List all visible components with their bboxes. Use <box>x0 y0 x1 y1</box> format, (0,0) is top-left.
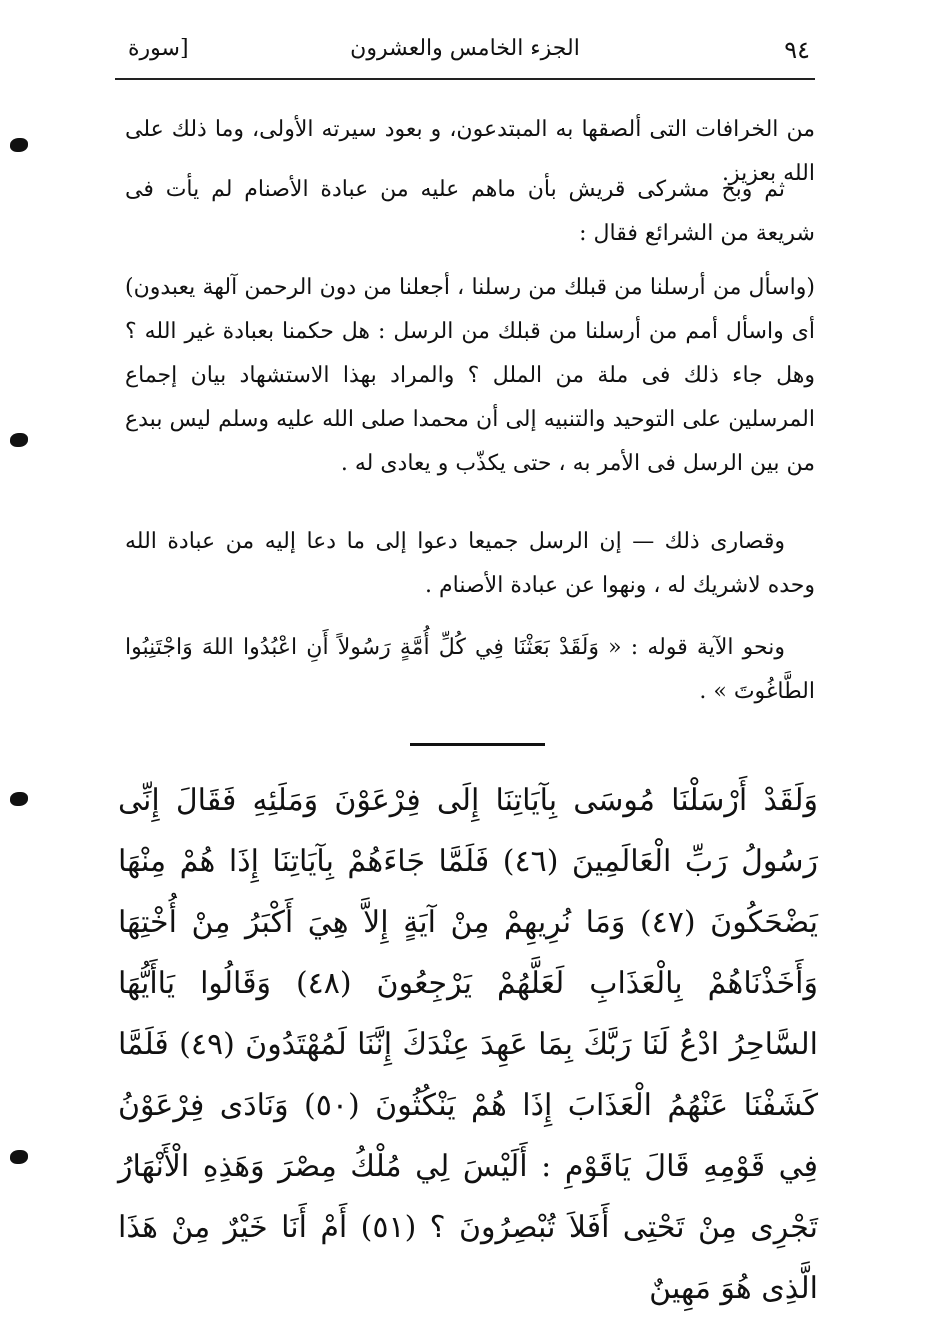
margin-mark <box>10 792 28 806</box>
surah-label: [سورة <box>128 36 189 61</box>
margin-mark <box>10 433 28 447</box>
commentary-paragraph-4: وقصارى ذلك — إن الرسل جميعا دعوا إلى ما دعا إليه من عبادة الله وحده لاشريك له ، ونهوا عن عبادة الأصنام . <box>125 529 815 598</box>
header-rule <box>115 78 815 80</box>
margin-mark <box>10 1150 28 1164</box>
margin-mark <box>10 138 28 152</box>
commentary-paragraph-1: من الخرافات التى ألصقها به المبتدعون، و بعود سيرته الأولى، وما ذلك على الله بعزيز. <box>125 117 815 186</box>
commentary-paragraph-5: ونحو الآية قوله : « وَلَقَدْ بَعَثْنَا فِي كُلِّ أُمَّةٍ رَسُولاً أَنِ اعْبُدُوا اللهَ وَاجْتَنِبُوا الطَّاغُوتَ » . <box>125 635 815 704</box>
running-title: الجزء الخامس والعشرون <box>350 36 580 61</box>
page-number: ٩٤ <box>784 36 810 64</box>
page-header <box>120 34 810 74</box>
quran-verses: وَلَقَدْ أَرْسَلْنَا مُوسَى بِآيَاتِنَا إِلَى فِرْعَوْنَ وَمَلَئِهِ فَقَالَ إِنِّى رَسُولُ رَبِّ الْعَالَمِينَ (٤٦) فَلَمَّا جَاءَهُمْ بِآيَاتِنَا إِذَا هُمْ مِنْهَا يَضْحَكُونَ (٤٧) وَمَا نُرِيهِمْ مِنْ آيَةٍ إِلاَّ هِيَ أَكْبَرُ مِنْ أُخْتِهَا وَأَخَذْنَاهُمْ بِالْعَذَابِ لَعَلَّهُمْ يَرْجِعُونَ (٤٨) وَقَالُوا يَاأَيُّهَا السَّاحِرُ ادْعُ لَنَا رَبَّكَ بِمَا عَهِدَ عِنْدَكَ إِنَّنَا لَمُهْتَدُونَ (٤٩) فَلَمَّا كَشَفْنَا عَنْهُمُ الْعَذَابَ إِذَا هُمْ يَنْكُثُونَ (٥٠) وَنَادَى فِرْعَوْنُ فِي قَوْمِهِ قَالَ يَاقَوْمِ : أَلَيْسَ لِي مُلْكُ مِصْرَ وَهَذِهِ الْأَنْهَارُ تَجْرِى مِنْ تَحْتِى أَفَلاَ تُبْصِرُونَ ؟ (٥١) أَمْ أَنَا خَيْرٌ مِنْ هَذَا الَّذِى هُوَ مَهِينٌ <box>118 783 819 1306</box>
commentary-paragraph-2: ثم وبخ مشركى قريش بأن ماهم عليه من عبادة الأصنام لم يأت فى شريعة من الشرائع فقال : <box>125 177 815 246</box>
section-separator <box>410 743 545 746</box>
commentary-paragraph-3: (واسأل من أرسلنا من قبلك من رسلنا ، أجعلنا من دون الرحمن آلهة يعبدون) أى واسأل أمم من أرسلنا من قبلك من الرسل : هل حكمنا بعبادة غير الله ؟ وهل جاء ذلك فى ملة من الملل ؟ والمراد بهذا الاستشهاد بيان إجماع المرسلين على التوحيد والتنبيه إلى أن محمدا صلى الله عليه وسلم ليس ببدع من بين الرسل فى الأمر به ، حتى يكذّب و يعادى له . <box>125 275 815 476</box>
